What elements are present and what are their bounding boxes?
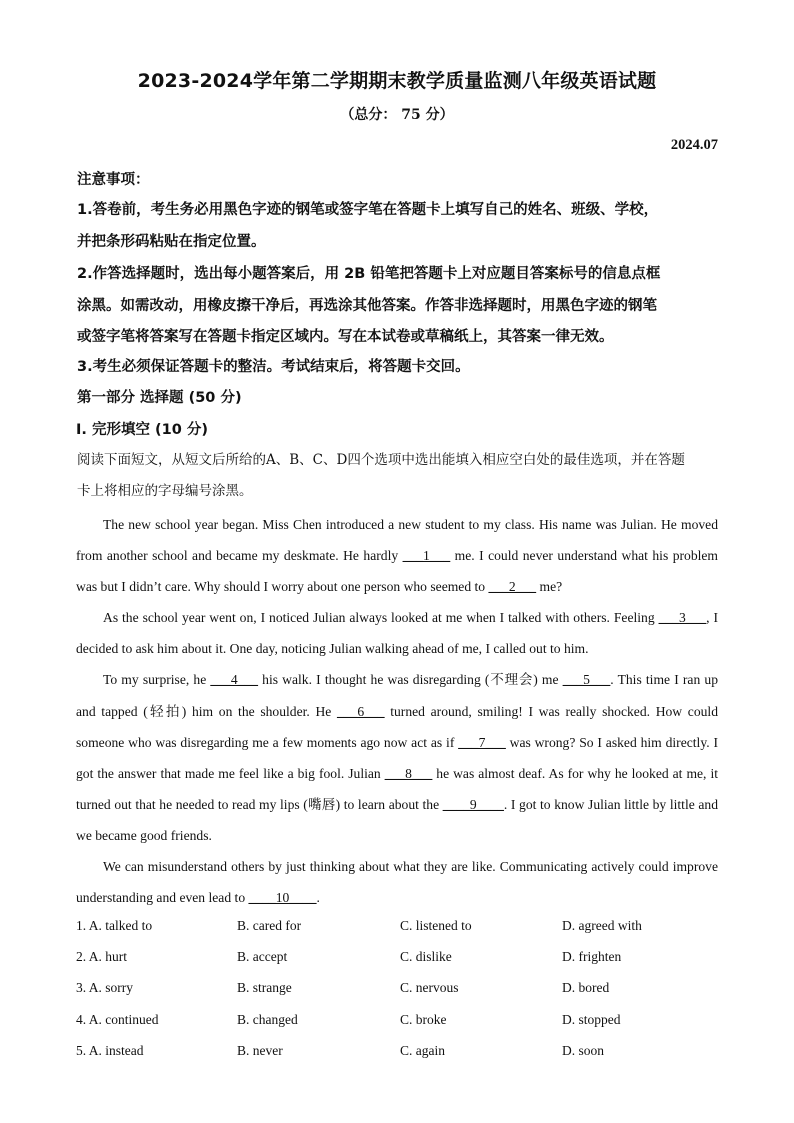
notice-line: 1.答卷前，考生务必用黑色字迹的钢笔或签字笔在答题卡上填写自己的姓名、班级、学校，: [77, 202, 659, 218]
notice-line: 并把条形码粘贴在指定位置。: [77, 234, 266, 250]
instruction-line: 卡上将相应的字母编号涂黑。: [77, 483, 253, 499]
notice-line: 或签字笔将答案写在答题卡指定区域内。写在本试卷或草稿纸上，其答案一律无效。: [77, 329, 614, 345]
option-c: C. nervous: [400, 980, 459, 995]
notice-line: 2.作答选择题时，选出每小题答案后，用 2B 铅笔把答题卡上对应题目答案标号的信息点框: [77, 266, 661, 282]
option-d: D. frighten: [562, 949, 622, 964]
option-b: B. changed: [237, 1012, 298, 1027]
question-options: [76, 980, 726, 1000]
blank-3: ___3___: [658, 610, 707, 626]
option-b: B. accept: [237, 949, 288, 964]
option-a: 5. A. instead: [76, 1043, 144, 1058]
option-c: C. broke: [400, 1012, 447, 1027]
notice-heading: 注意事项：: [77, 172, 150, 188]
option-c: C. again: [400, 1043, 445, 1058]
part-heading: 第一部分 选择题 (50 分): [77, 390, 242, 406]
notice-line: 涂黑。如需改动，用橡皮擦干净后，再选涂其他答案。作答非选择题时，用黑色字迹的钢笔: [77, 298, 657, 314]
option-d: D. soon: [562, 1043, 605, 1058]
option-a: 1. A. talked to: [76, 918, 153, 933]
passage-paragraph: As the school year went on, I noticed Julian always looked at me when I talked with others. Feeling ___3___, I decided to ask him about it. One day, noticing Julian walking ahead of me, I called out to him.: [76, 610, 718, 657]
question-options: [76, 949, 726, 969]
question-options: [76, 1012, 726, 1032]
option-c: C. listened to: [400, 918, 472, 933]
question-options: [76, 918, 726, 938]
passage-paragraph: To my surprise, he ___4___ his walk. I thought he was disregarding (不理会) me ___5___. This time I ran up and tapped (轻拍) him on the shoulder. He ___6___ turned around, smiling! I was really shocked. How could someone who was disregarding me a few moments ago now act as if ___7___ was wrong? So I asked him directly. I got the answer that made me feel like a big fool. Julian ___8___ he was almost deaf. As for why he looked at me, it turned out that he needed to read my lips (嘴唇) to learn about the ____9____. I got to know Julian little by little and we became good friends.: [76, 672, 719, 843]
option-d: D. bored: [562, 980, 610, 995]
blank-4: ___4___: [210, 672, 258, 688]
cloze-passage: [76, 509, 718, 913]
blank-1: ___1___: [402, 548, 451, 564]
passage-paragraph: The new school year began. Miss Chen introduced a new student to my class. His name was Julian. He moved from another school and became my deskmate. He hardly ___1___ me. I could never understand what his problem was but I didn’t care. Why should I worry about one person who seemed to ___2___ me?: [76, 517, 719, 595]
blank-10: ____10____: [248, 890, 317, 906]
blank-9: ____9____: [442, 796, 504, 812]
blank-5: ___5___: [562, 672, 611, 688]
option-d: D. agreed with: [562, 918, 642, 933]
option-a: 3. A. sorry: [76, 980, 133, 995]
option-b: B. strange: [237, 980, 292, 995]
section-heading: Ⅰ. 完形填空 (10 分): [76, 422, 208, 438]
blank-2: ___2___: [488, 579, 537, 595]
instruction-line: 阅读下面短文，从短文后所给的A、B、C、D四个选项中选出能填入相应空白处的最佳选项，并在答题: [77, 452, 685, 468]
blank-6: ___6___: [336, 703, 385, 719]
question-options: [76, 1043, 726, 1063]
blank-8: ___8___: [384, 765, 433, 781]
total-score: （总分： 75 分）: [340, 107, 454, 123]
passage-paragraph: We can misunderstand others by just thinking about what they are like. Communicating actively could improve understanding and even lead to ____10____.: [76, 859, 718, 906]
exam-date: 2024.07: [670, 137, 718, 153]
option-b: B. never: [237, 1043, 283, 1058]
option-d: D. stopped: [562, 1012, 621, 1027]
option-a: 2. A. hurt: [76, 949, 128, 964]
option-a: 4. A. continued: [76, 1012, 159, 1027]
option-c: C. dislike: [400, 949, 452, 964]
blank-7: ___7___: [458, 734, 506, 750]
exam-title: 2023-2024学年第二学期期末教学质量监测八年级英语试题: [137, 70, 657, 92]
option-b: B. cared for: [237, 918, 302, 933]
notice-line: 3.考生必须保证答题卡的整洁。考试结束后，将答题卡交回。: [77, 359, 470, 375]
